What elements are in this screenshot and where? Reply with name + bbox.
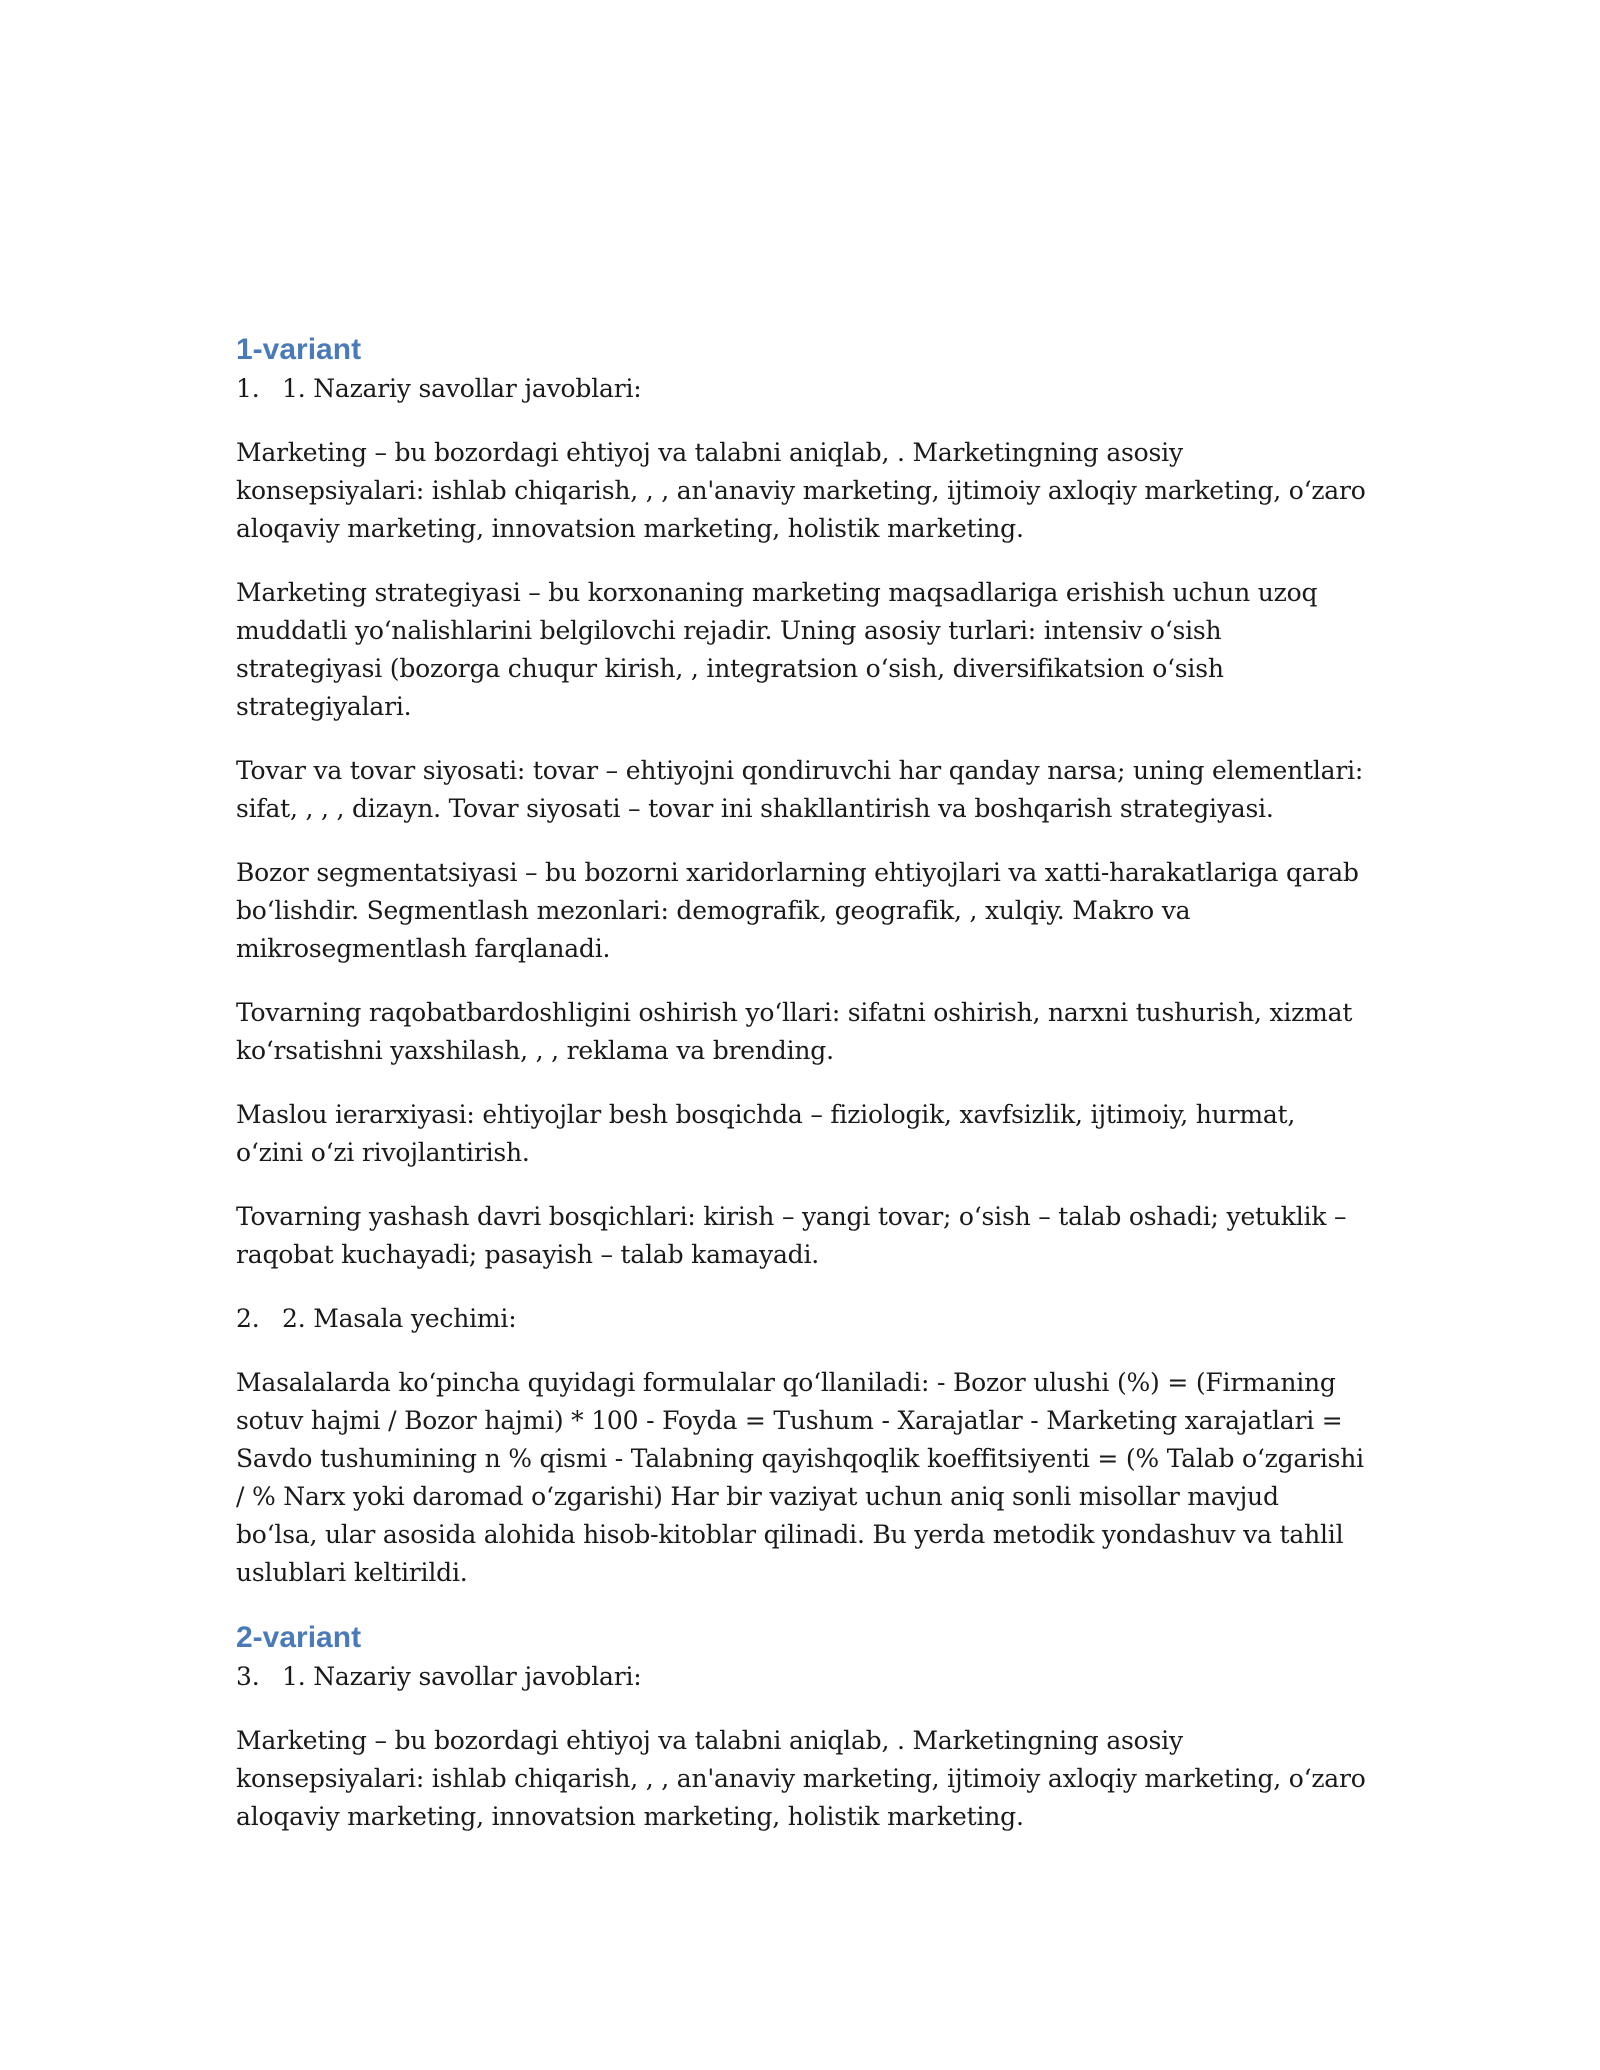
variant-1-heading: 1-variant (236, 333, 362, 366)
list-number: 3. (236, 1662, 260, 1691)
paragraph-segmentation: Bozor segmentatsiyasi – bu bozorni xaridorlarning ehtiyojlari va xatti-harakatlariga qarab bo‘lishdir. Segmentlash mezonlari: demografik, geografik, , xulqiy. Makro va mikrosegmentlash farqlanadi. (236, 858, 1359, 963)
list-item-theory-1 (236, 370, 1366, 408)
paragraph-product-lifecycle: Tovarning yashash davri bosqichlari: kirish – yangi tovar; o‘sish – talab oshadi; yetuklik – raqobat kuchayadi; pasayish – talab kamayadi. (236, 1202, 1347, 1269)
paragraph-product-policy: Tovar va tovar siyosati: tovar – ehtiyojni qondiruvchi har qanday narsa; uning elementlari: sifat, , , , dizayn. Tovar siyosati – tovar ini shakllantirish va boshqarish strategiyasi. (236, 756, 1364, 823)
document-body (236, 330, 1366, 1862)
paragraph-marketing-definition: Marketing – bu bozordagi ehtiyoj va talabni aniqlab, . Marketingning asosiy konsepsiyalari: ishlab chiqarish, , , an'anaviy marketing, ijtimoiy axloqiy marketing, o‘zaro aloqaviy marketing, innovatsion marketing, holistik marketing. (236, 438, 1366, 543)
list-item-theory-2 (236, 1658, 1366, 1696)
list-item-problem-solution (236, 1300, 1366, 1338)
variant-2-heading: 2-variant (236, 1621, 362, 1654)
list-text: 1. Nazariy savollar javoblari: (282, 1662, 642, 1691)
list-number: 2. (236, 1304, 260, 1333)
paragraph-marketing-strategy: Marketing strategiyasi – bu korxonaning marketing maqsadlariga erishish uchun uzoq muddatli yo‘nalishlarini belgilovchi rejadir. Uning asosiy turlari: intensiv o‘sish strategiyasi (bozorga chuqur kirish, , integratsion o‘sish, diversifikatsion o‘sish strategiyalari. (236, 578, 1318, 721)
paragraph-maslow: Maslou ierarxiyasi: ehtiyojlar besh bosqichda – fiziologik, xavfsizlik, ijtimoiy, hurmat, o‘zini o‘zi rivojlantirish. (236, 1100, 1296, 1167)
paragraph-solution-formulas: Masalalarda ko‘pincha quyidagi formulalar qo‘llaniladi: - Bozor ulushi (%) = (Firmaning sotuv hajmi / Bozor hajmi) * 100 - Foyda = Tushum - Xarajatlar - Marketing xarajatlari = Savdo tushumining n % qismi - Talabning qayishqoqlik koeffitsiyenti = (% Talab o‘zgarishi / % Narx yoki daromad o‘zgarishi) Har bir vaziyat uchun aniq sonli misollar mavjud bo‘lsa, ular asosida alohida hisob-kitoblar qilinadi. Bu yerda metodik yondashuv va tahlil uslublari keltirildi. (236, 1368, 1364, 1587)
paragraph-marketing-definition-2: Marketing – bu bozordagi ehtiyoj va talabni aniqlab, . Marketingning asosiy konsepsiyalari: ishlab chiqarish, , , an'anaviy marketing, ijtimoiy axloqiy marketing, o‘zaro aloqaviy marketing, innovatsion marketing, holistik marketing. (236, 1726, 1366, 1831)
paragraph-competitiveness: Tovarning raqobatbardoshligini oshirish yo‘llari: sifatni oshirish, narxni tushurish, xizmat ko‘rsatishni yaxshilash, , , reklama va brending. (236, 998, 1353, 1065)
list-text: 2. Masala yechimi: (282, 1304, 517, 1333)
list-text: 1. Nazariy savollar javoblari: (282, 374, 642, 403)
list-number: 1. (236, 374, 260, 403)
